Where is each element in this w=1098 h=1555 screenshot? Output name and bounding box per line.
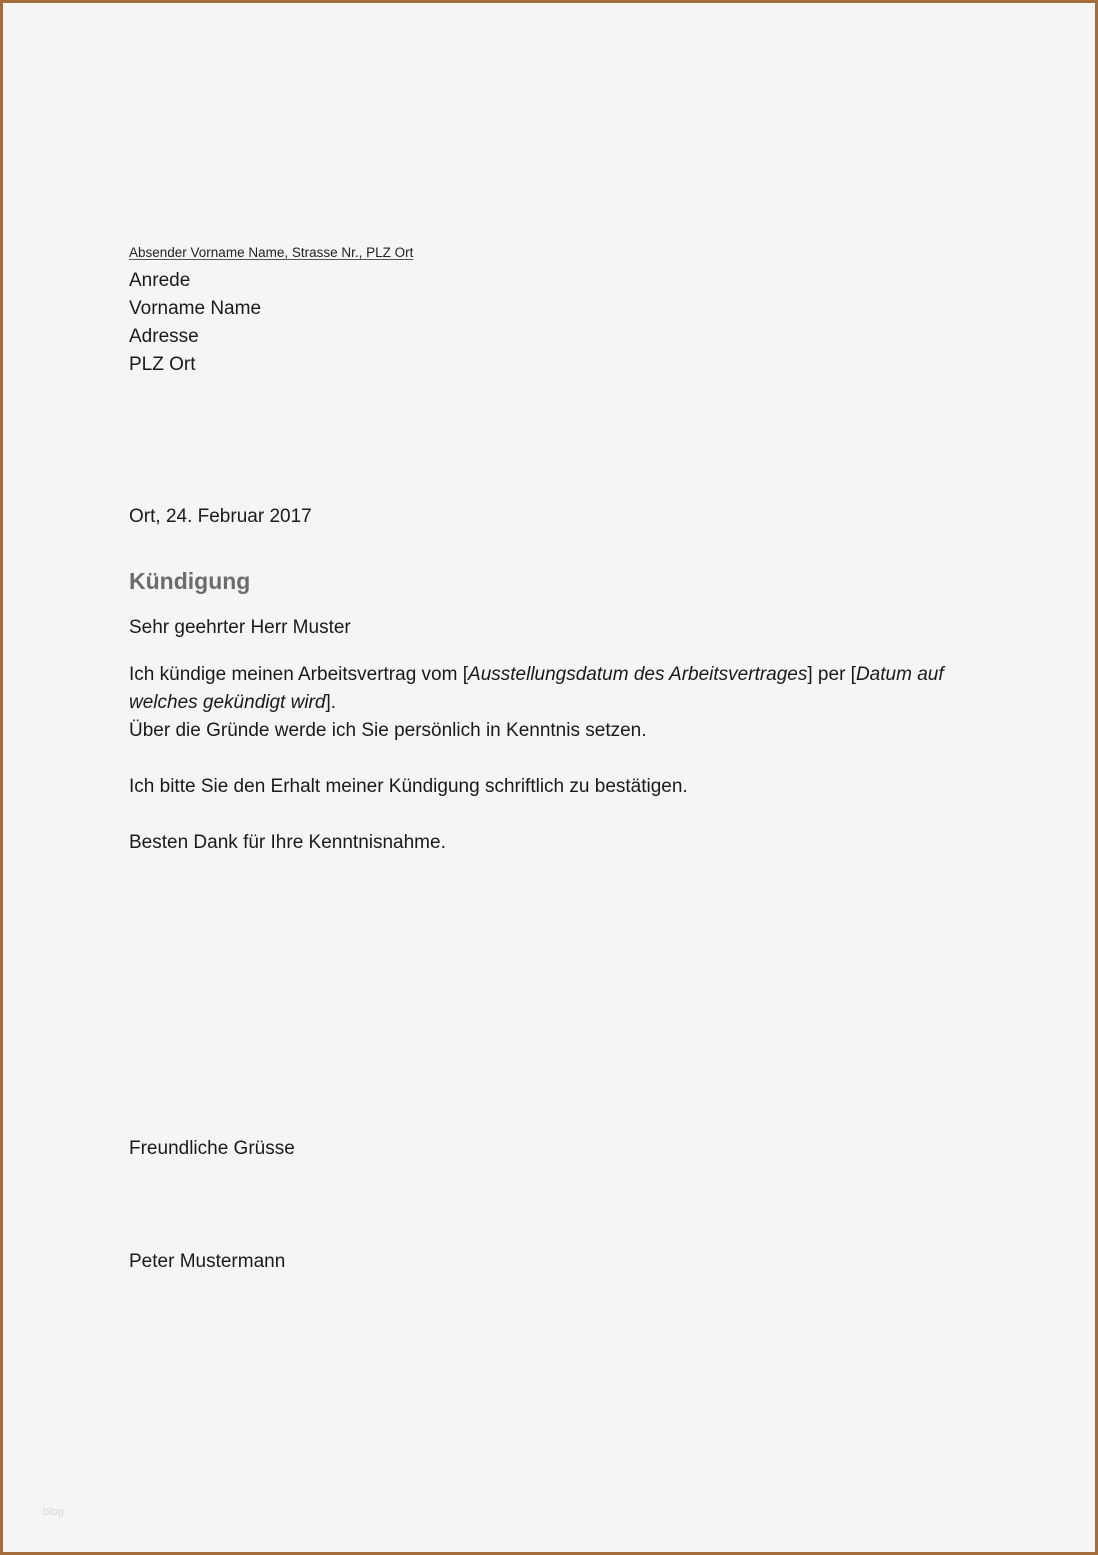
body-text: Ich kündige meinen Arbeitsvertrag vom [ <box>129 664 469 685</box>
placeholder-termination-date: Datum auf welches gekündigt wird <box>129 664 944 713</box>
sender-line: Absender Vorname Name, Strasse Nr., PLZ Ort <box>129 245 414 260</box>
recipient-address-block <box>129 267 261 379</box>
letter-date: Ort, 24. Februar 2017 <box>129 506 312 527</box>
body-text: ] per [ <box>807 664 856 685</box>
body-text-reasons: Über die Gründe werde ich Sie persönlich in Kenntnis setzen. <box>129 720 647 741</box>
letter-closing: Freundliche Grüsse <box>129 1138 295 1159</box>
recipient-zip-city: PLZ Ort <box>129 354 196 375</box>
body-paragraph-2: Ich bitte Sie den Erhalt meiner Kündigung schriftlich zu bestätigen. <box>129 776 688 797</box>
letter-subject: Kündigung <box>129 568 251 594</box>
recipient-address: Adresse <box>129 326 199 347</box>
watermark: blog <box>43 1506 64 1518</box>
recipient-name: Vorname Name <box>129 298 262 319</box>
placeholder-issue-date: Ausstellungsdatum des Arbeitsvertrages <box>468 664 808 685</box>
body-paragraph-3: Besten Dank für Ihre Kenntnisnahme. <box>129 832 446 853</box>
recipient-salutation: Anrede <box>129 270 191 291</box>
letter-signature: Peter Mustermann <box>129 1251 286 1272</box>
body-text: ]. <box>325 692 337 713</box>
letter-greeting: Sehr geehrter Herr Muster <box>129 617 351 638</box>
body-paragraph-1 <box>129 661 989 745</box>
